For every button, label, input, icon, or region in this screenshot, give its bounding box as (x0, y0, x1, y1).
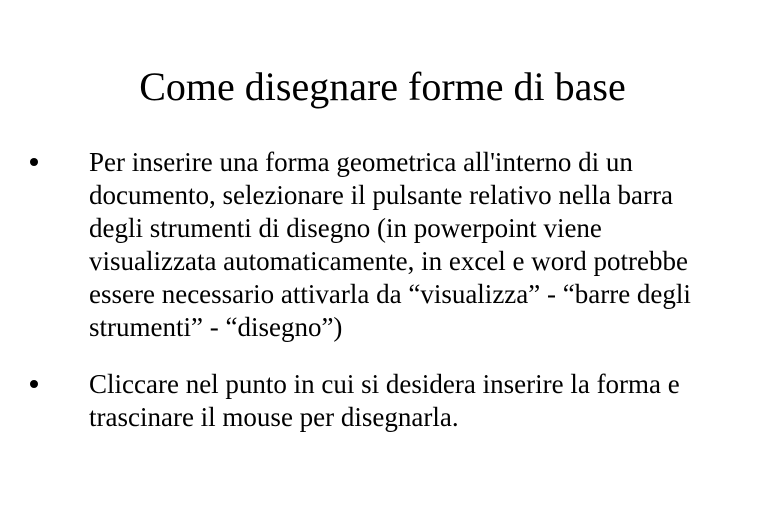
bullet-text: Cliccare nel punto in cui si desidera inserire la forma e trascinare il mouse per disegnarla. (89, 369, 680, 432)
bullet-item (0, 146, 729, 344)
bullet-text: Per inserire una forma geometrica all'interno di un documento, selezionare il pulsante relativo nella barra degli strumenti di disegno (in powerpoint viene visualizzata automaticamente, in excel e word potrebbe essere necessario attivarla da “visualizza” - “barre degli strumenti” - “disegno”) (89, 147, 691, 342)
slide-title: Come disegnare forme di base (139, 64, 626, 109)
bullet-dot-icon (30, 158, 38, 166)
bullet-dot-icon (30, 380, 38, 388)
bullet-item (0, 368, 729, 434)
bullet-list (0, 146, 765, 434)
